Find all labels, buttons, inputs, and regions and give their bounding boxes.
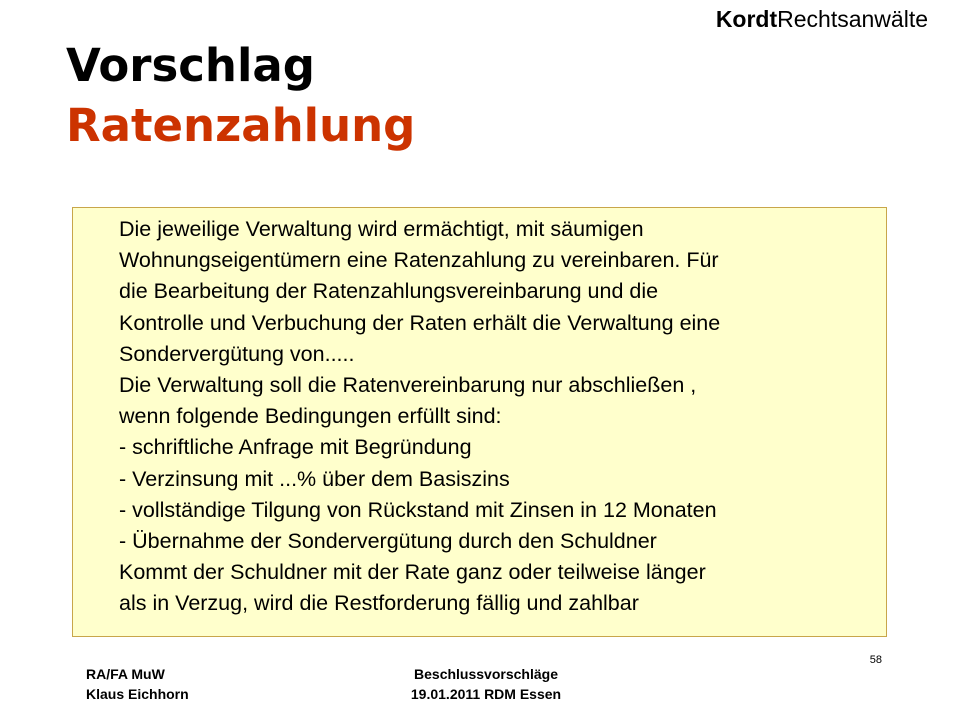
content-line: Sondervergütung von..... xyxy=(119,341,355,366)
footer-event xyxy=(394,664,578,704)
brand-name-rest: Rechtsanwälte xyxy=(777,6,928,32)
content-box xyxy=(72,207,887,637)
footer-author-line-2: Klaus Eichhorn xyxy=(86,686,189,702)
brand-name-bold: Kordt xyxy=(715,6,778,32)
footer-event-line-1: Beschlussvorschläge xyxy=(414,666,558,682)
content-line: als in Verzug, wird die Restforderung fällig und zahlbar xyxy=(119,591,639,616)
content-line: - Verzinsung mit ...% über dem Basiszins xyxy=(119,466,510,491)
footer-author xyxy=(86,664,189,704)
slide-title xyxy=(66,36,415,156)
footer-event-line-2: 19.01.2011 RDM Essen xyxy=(410,686,562,702)
content-line: Kontrolle und Verbuchung der Raten erhält die Verwaltung eine xyxy=(119,310,721,335)
content-line: Die Verwaltung soll die Ratenvereinbarung nur abschließen , xyxy=(119,373,697,398)
title-line-1: Vorschlag xyxy=(66,39,315,92)
content-line: - Übernahme der Sondervergütung durch den Schuldner xyxy=(119,529,657,554)
content-text xyxy=(119,214,879,620)
brand-logo xyxy=(716,6,928,33)
content-line: wenn folgende Bedingungen erfüllt sind: xyxy=(119,404,502,429)
title-line-2: Ratenzahlung xyxy=(66,99,416,152)
content-line: Kommt der Schuldner mit der Rate ganz oder teilweise länger xyxy=(119,560,706,585)
content-line: - schriftliche Anfrage mit Begründung xyxy=(119,435,472,460)
page-number: 58 xyxy=(869,654,882,666)
content-line: die Bearbeitung der Ratenzahlungsvereinbarung und die xyxy=(119,279,659,304)
footer-author-line-1: RA/FA MuW xyxy=(86,666,165,682)
content-line: - vollständige Tilgung von Rückstand mit Zinsen in 12 Monaten xyxy=(119,497,717,522)
content-line: Wohnungseigentümern eine Ratenzahlung zu vereinbaren. Für xyxy=(119,248,719,273)
content-line: Die jeweilige Verwaltung wird ermächtigt, mit säumigen xyxy=(119,217,644,241)
